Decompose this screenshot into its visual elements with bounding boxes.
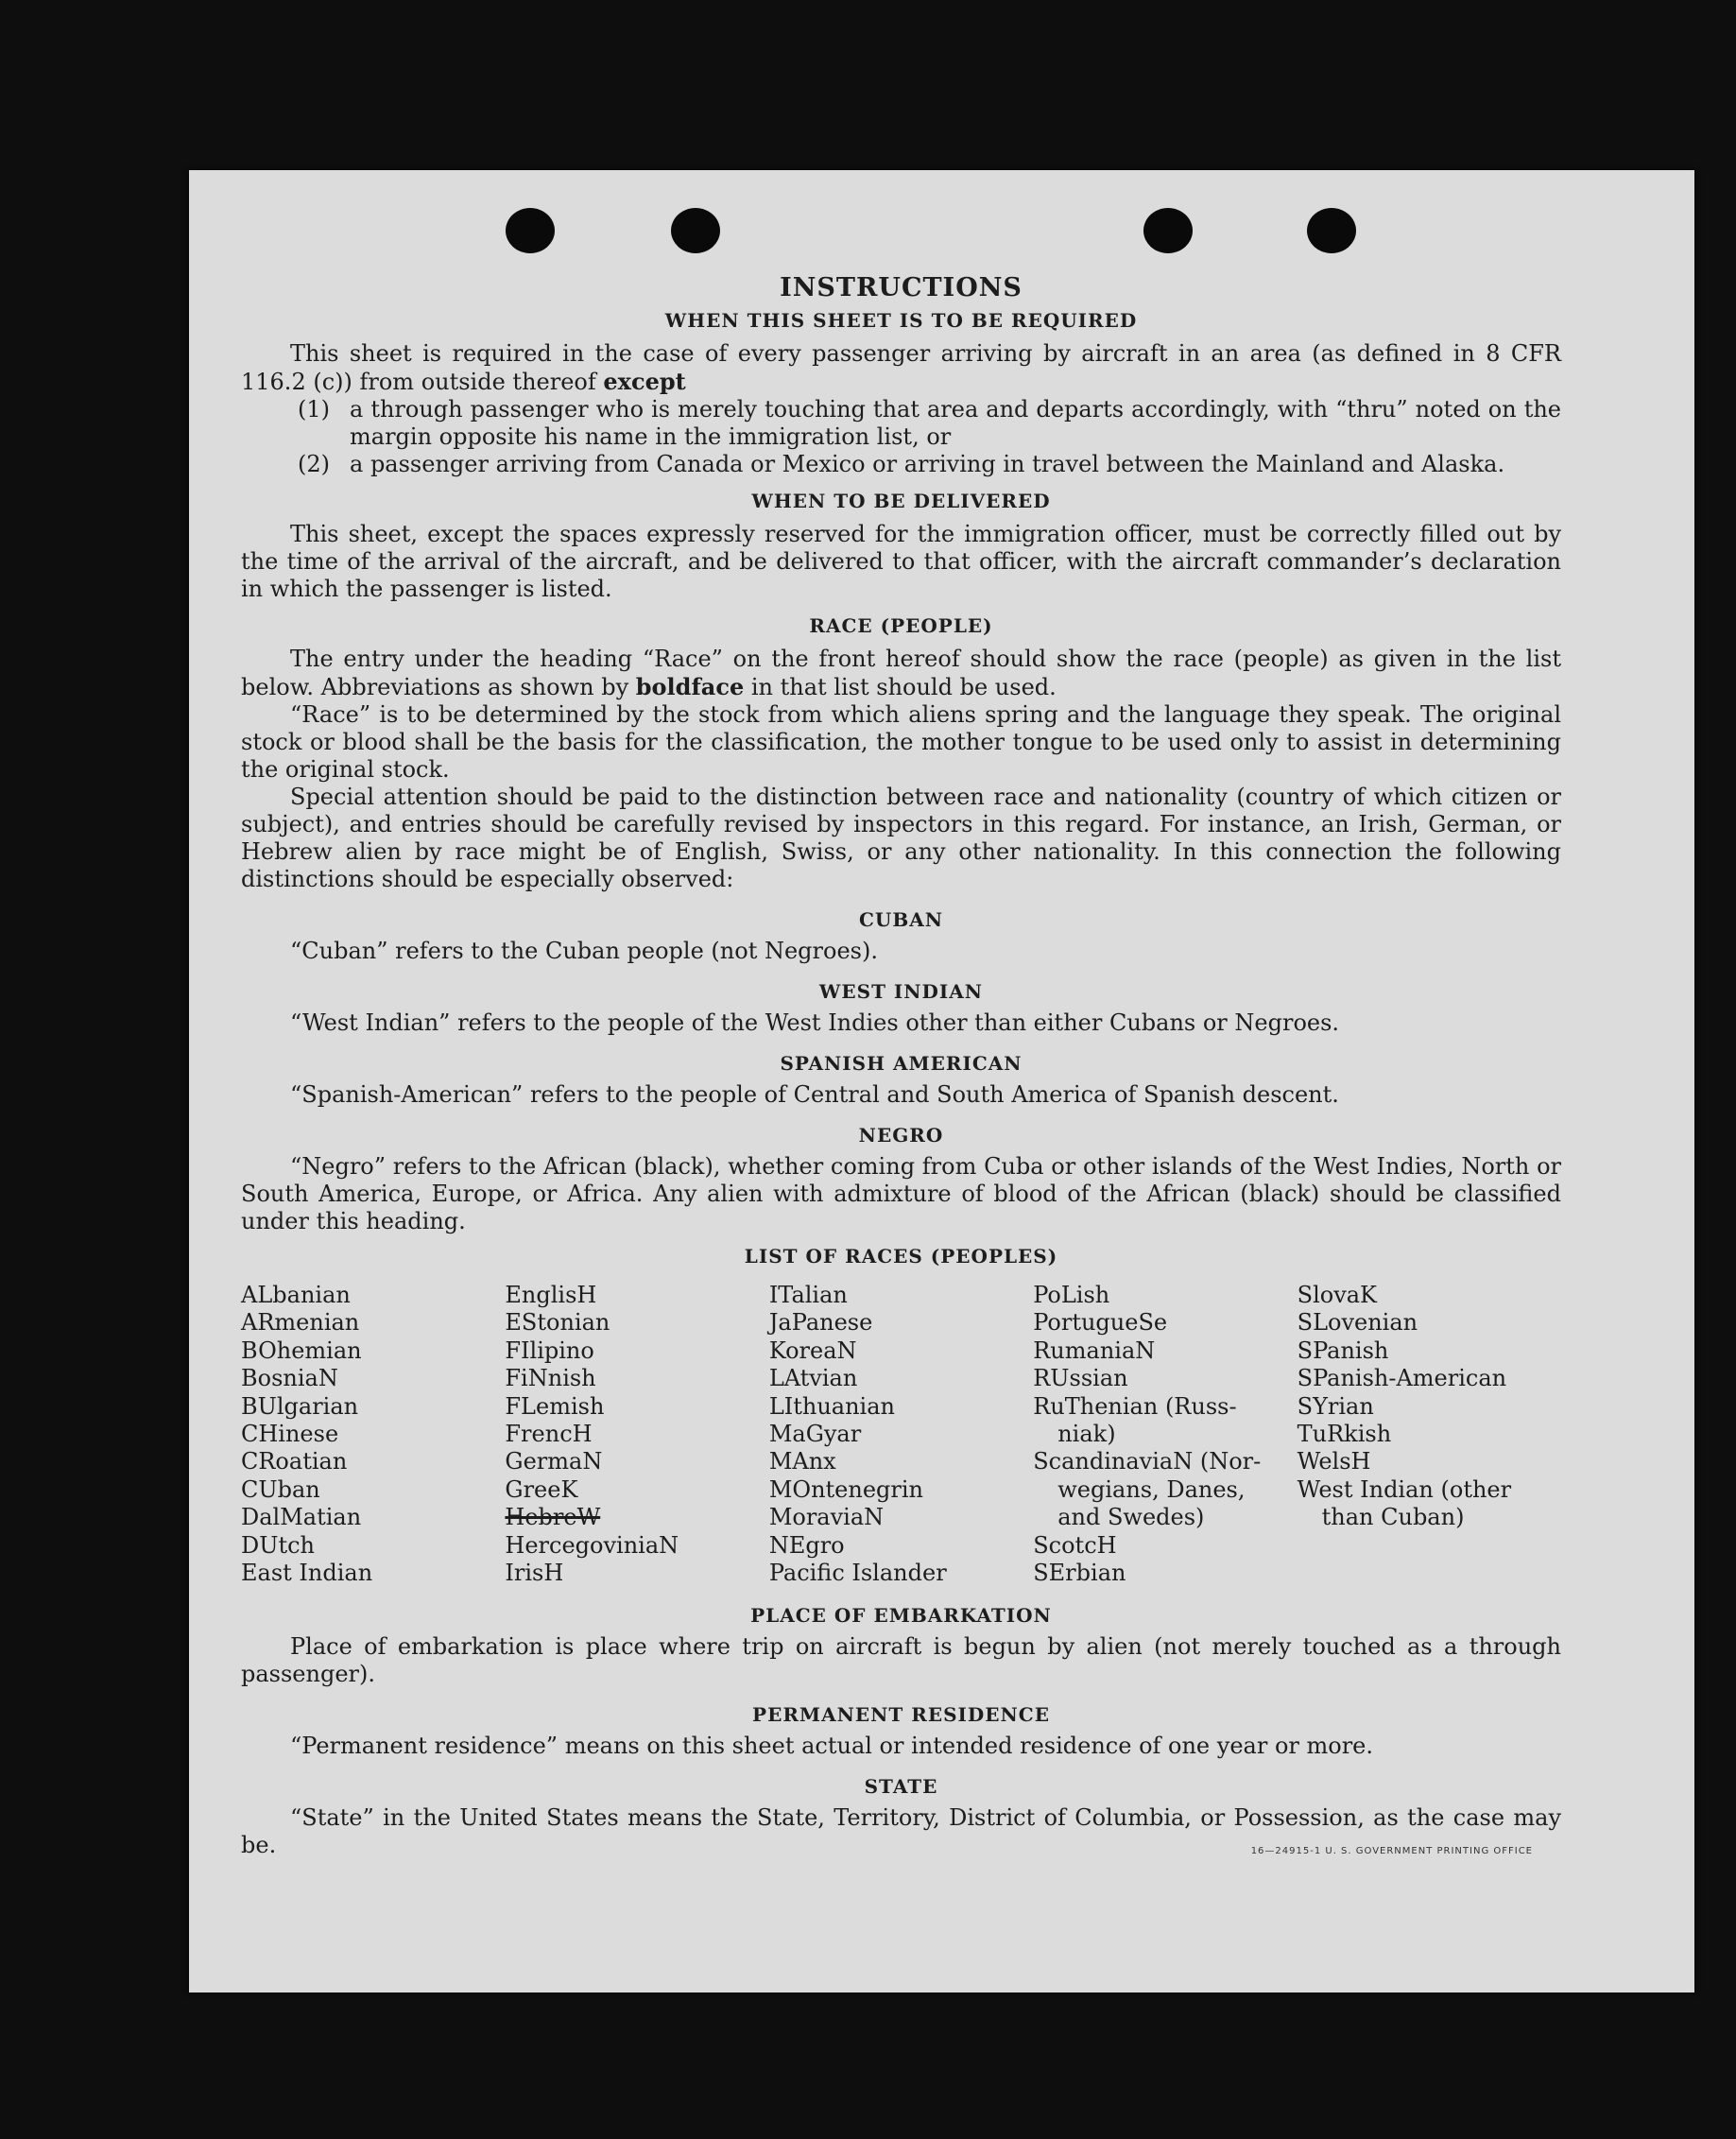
race-item: FrencH	[505, 1421, 593, 1448]
race-item: DalMatian	[241, 1504, 362, 1531]
race-item: FiNnish	[505, 1365, 596, 1392]
race-item: SLovenian	[1297, 1309, 1418, 1337]
race-item-continuation: niak)	[1057, 1421, 1116, 1448]
race-column-1	[241, 1282, 505, 1587]
race-item: GermaN	[505, 1448, 603, 1475]
heading-when-delivered: WHEN TO BE DELIVERED	[751, 490, 1051, 512]
state-block	[241, 1804, 1561, 1859]
race-column-5	[1298, 1282, 1561, 1587]
race-column-3	[769, 1282, 1033, 1587]
race-item-continuation: than Cuban)	[1321, 1504, 1465, 1531]
paragraph-embarkation: Place of embarkation is place where trip on aircraft is begun by alien (not merely touched as a through passenger).	[241, 1633, 1561, 1688]
race-item: ALbanian	[241, 1282, 351, 1308]
punch-hole	[506, 208, 555, 253]
race-item: TuRkish	[1297, 1421, 1392, 1448]
exception-item: (1) a through passenger who is merely touching that area and departs accordingly, with “thru” noted on the margin opposite his name in the immigration list, or	[298, 396, 1561, 450]
heading-residence: PERMANENT RESIDENCE	[752, 1703, 1050, 1727]
race-item: SYrian	[1297, 1392, 1374, 1420]
race-item: SPanish	[1297, 1337, 1389, 1364]
race-item: SErbian	[1033, 1560, 1126, 1587]
race-item: PortugueSe	[1033, 1309, 1168, 1337]
race-item: IrisH	[505, 1560, 564, 1587]
paragraph-negro: “Negro” refers to the African (black), whether coming from Cuba or other islands of the West Indies, North or South America, Europe, or Africa. Any alien with admixture of blood of the African (black) should be classified under this heading.	[241, 1153, 1561, 1234]
race-item: CRoatian	[241, 1448, 348, 1475]
race-item: CUban	[241, 1475, 320, 1503]
paragraph-cuban: “Cuban” refers to the Cuban people (not Negroes).	[290, 938, 878, 964]
race-item: EnglisH	[505, 1282, 597, 1308]
punch-hole	[671, 208, 720, 253]
paragraph-residence: “Permanent residence” means on this sheet actual or intended residence of one year or more.	[290, 1733, 1373, 1760]
page-title: INSTRUCTIONS	[780, 273, 1023, 302]
race-item: MAnx	[768, 1448, 836, 1475]
race-item: MaGyar	[768, 1421, 862, 1448]
race-item: SPanish-American	[1297, 1365, 1507, 1392]
race-column-4	[1033, 1282, 1297, 1587]
race-item: MOntenegrin	[768, 1475, 923, 1503]
race-item: KoreaN	[768, 1337, 857, 1364]
race-item: SlovaK	[1297, 1282, 1377, 1308]
document-body	[241, 274, 1561, 1859]
heading-embarkation: PLACE OF EMBARKATION	[750, 1604, 1052, 1628]
race-item: NEgro	[768, 1531, 845, 1559]
race-item: BUlgarian	[241, 1392, 359, 1420]
race-item: ScandinaviaN (Nor-	[1033, 1448, 1262, 1475]
race-item: East Indian	[241, 1560, 373, 1587]
race-item: RuThenian (Russ-	[1033, 1392, 1237, 1420]
race-item: RUssian	[1033, 1365, 1128, 1392]
race-item: JaPanese	[768, 1309, 873, 1337]
punch-hole	[1143, 208, 1193, 253]
race-item-struck: HebreW	[505, 1504, 601, 1531]
instruction-sheet	[189, 170, 1694, 1992]
paragraph-west-indian: “West Indian” refers to the people of the West Indies other than either Cubans or Negroes.	[290, 1009, 1340, 1036]
race-item-continuation: wegians, Danes,	[1057, 1475, 1246, 1503]
paragraph-spanish-american: “Spanish-American” refers to the people of Central and South America of Spanish descent.	[290, 1081, 1339, 1108]
race-item: FLemish	[505, 1392, 605, 1420]
heading-cuban: CUBAN	[858, 908, 944, 931]
heading-west-indian: WEST INDIAN	[818, 980, 984, 1003]
race-item: LAtvian	[768, 1365, 858, 1392]
race-list	[241, 1282, 1561, 1587]
race-item: Pacific Islander	[768, 1560, 947, 1587]
race-item: PoLish	[1033, 1282, 1110, 1308]
punch-hole	[1307, 208, 1356, 253]
exception-item: (2) a passenger arriving from Canada or Mexico or arriving in travel between the Mainland and Alaska.	[298, 451, 1505, 477]
paragraph-state: “State” in the United States means the State, Territory, District of Columbia, or Possession, as the case may be.	[241, 1804, 1561, 1859]
race-item: LIthuanian	[768, 1392, 895, 1420]
paragraph-when-required: This sheet is required in the case of every passenger arriving by aircraft in an area (as defined in 8 CFR 116.2 (c)) from outside thereof except	[241, 340, 1561, 395]
race-item: ITalian	[768, 1282, 848, 1308]
race-item: BOhemian	[241, 1337, 362, 1364]
heading-when-required: WHEN THIS SHEET IS TO BE REQUIRED	[664, 309, 1138, 332]
race-item-continuation: and Swedes)	[1057, 1504, 1205, 1531]
heading-state: STATE	[864, 1775, 938, 1799]
race-item: BosniaN	[241, 1365, 338, 1392]
printer-imprint: 16—24915-1 U. S. GOVERNMENT PRINTING OFFICE	[1250, 1846, 1533, 1857]
race-item: FIlipino	[505, 1337, 594, 1364]
paragraph-race-1: The entry under the heading “Race” on the front hereof should show the race (people) as given in the list below. Abbreviations as shown by boldface in that list should be used.	[241, 646, 1561, 700]
paragraph-when-delivered: This sheet, except the spaces expressly reserved for the immigration officer, must be correctly filled out by the time of the arrival of the aircraft, and be delivered to that officer, with the aircraft commander’s declaration in which the passenger is listed.	[241, 521, 1561, 602]
race-item: RumaniaN	[1033, 1337, 1156, 1364]
race-item: DUtch	[241, 1531, 316, 1559]
heading-list-of-races: LIST OF RACES (PEOPLES)	[744, 1245, 1058, 1268]
race-item: GreeK	[505, 1475, 578, 1503]
heading-race: RACE (PEOPLE)	[809, 614, 993, 637]
race-item: ScotcH	[1033, 1531, 1117, 1559]
race-item: MoraviaN	[768, 1504, 885, 1531]
race-column-2	[505, 1282, 768, 1587]
race-item: West Indian (other	[1297, 1475, 1512, 1503]
paragraph-race-3: Special attention should be paid to the distinction between race and nationality (country of which citizen or subject), and entries should be carefully revised by inspectors in this regard. For instance, an Irish, German, or Hebrew alien by race might be of English, Swiss, or any other nationality. In this connection the following distinctions should be especially observed:	[241, 784, 1561, 892]
heading-negro: NEGRO	[858, 1124, 944, 1147]
paragraph-race-2: “Race” is to be determined by the stock from which aliens spring and the language they speak. The original stock or blood shall be the basis for the classification, the mother tongue to be used only to assist in determining the original stock.	[241, 701, 1561, 783]
heading-spanish-american: SPANISH AMERICAN	[780, 1052, 1023, 1075]
race-item: WelsH	[1297, 1448, 1371, 1475]
race-item: HercegoviniaN	[505, 1531, 679, 1559]
race-item: ARmenian	[241, 1309, 360, 1337]
race-item: EStonian	[505, 1309, 610, 1337]
race-item: CHinese	[241, 1421, 339, 1448]
